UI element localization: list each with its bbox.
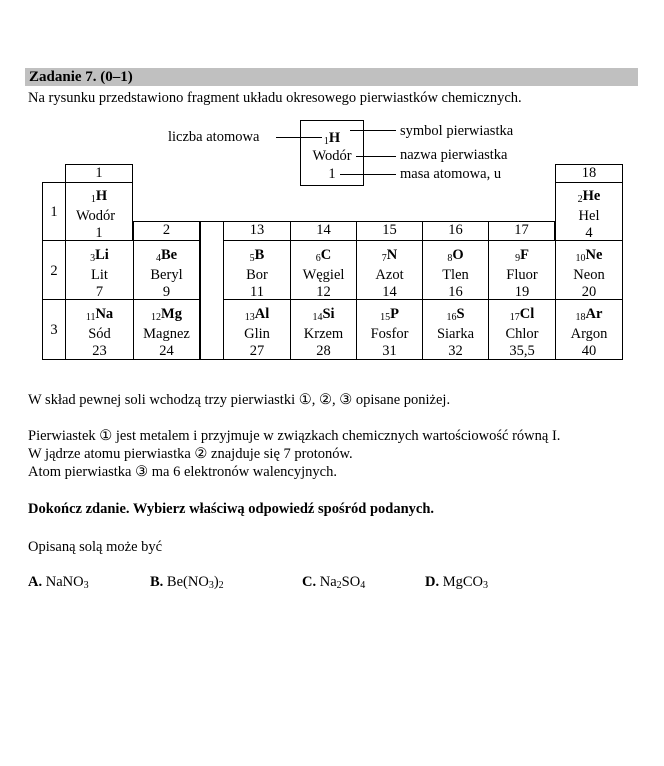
legend-mass-label: masa atomowa, u <box>400 166 502 182</box>
element-cell-aluminium: $_{13}$Al Glin 27 <box>223 299 291 360</box>
paragraph-element-3: Atom pierwiastka ③ ma 6 elektronów walencyjnych. <box>28 464 337 480</box>
element-cell-hydrogen: $_1$H Wodór 1 <box>65 182 133 241</box>
task-header <box>25 68 638 86</box>
element-cell-magnesium: $_{12}$Mg Magnez 24 <box>133 299 200 360</box>
period-label-3: 3 <box>42 299 66 360</box>
legend-mass: 1 <box>328 166 336 182</box>
group-header-2: 2 <box>133 221 200 241</box>
legend-symbol: $_1$H <box>323 130 341 147</box>
element-cell-nitrogen: $_7$N Azot 14 <box>356 240 423 300</box>
element-cell-helium: $_2$He Hel 4 <box>555 182 623 241</box>
element-cell-carbon: $_6$C Węgiel 12 <box>290 240 357 300</box>
group-header-17: 17 <box>488 221 555 241</box>
legend-name-label: nazwa pierwiastka <box>400 147 508 163</box>
group-header-1: 1 <box>65 164 133 183</box>
instruction: Dokończ zdanie. Wybierz właściwą odpowiedź spośród podanych. <box>28 501 435 517</box>
group-header-13: 13 <box>223 221 291 241</box>
element-cell-boron: $_5$B Bor 11 <box>223 240 291 300</box>
legend-symbol-label: symbol pierwiastka <box>400 123 514 139</box>
element-cell-argon: $_{18}$Ar Argon 40 <box>555 299 623 360</box>
element-cell-sulfur: $_{16}$S Siarka 32 <box>422 299 489 360</box>
answer-option-b[interactable]: B. $Be(NO_3)_2$ <box>150 574 224 591</box>
paragraph-element-2: W jądrze atomu pierwiastka ② znajduje się 7 protonów. <box>28 446 353 462</box>
element-cell-lithium: $_3$Li Lit 7 <box>65 240 134 300</box>
group-header-18: 18 <box>555 164 623 183</box>
paragraph-salt-elements: W skład pewnej soli wchodzą trzy pierwiastki ①, ②, ③ opisane poniżej. <box>28 392 451 408</box>
legend-atomic-number-label: liczba atomowa <box>168 129 260 145</box>
element-cell-neon: $_{10}$Ne Neon 20 <box>555 240 623 300</box>
legend-line <box>356 156 396 157</box>
period-label-2: 2 <box>42 240 66 300</box>
element-cell-chlorine: $_{17}$Cl Chlor 35,5 <box>488 299 556 360</box>
answer-option-a[interactable]: A. NaNO$_3$ <box>28 574 89 591</box>
answer-option-d[interactable]: D. MgCO$_3$ <box>425 574 489 591</box>
answer-option-c[interactable]: C. $Na_2SO_4$ <box>302 574 366 591</box>
legend-name: Wodór <box>312 148 352 164</box>
group-header-14: 14 <box>290 221 357 241</box>
group-header-16: 16 <box>422 221 489 241</box>
element-cell-silicon: $_{14}$Si Krzem 28 <box>290 299 357 360</box>
element-cell-phosphorus: $_{15}$P Fosfor 31 <box>356 299 423 360</box>
element-cell-fluorine: $_9$F Fluor 19 <box>488 240 556 300</box>
question-stem: Opisaną solą może być <box>28 539 163 555</box>
task-title: Zadanie 7. (0–1) <box>29 69 133 85</box>
task-intro: Na rysunku przedstawiono fragment układu okresowego pierwiastków chemicznych. <box>28 90 522 106</box>
legend-line <box>340 174 396 175</box>
element-cell-oxygen: $_8$O Tlen 16 <box>422 240 489 300</box>
element-cell-beryllium: $_4$Be Beryl 9 <box>133 240 200 300</box>
legend-line <box>350 130 396 131</box>
period-label-1: 1 <box>42 182 66 241</box>
paragraph-element-1: Pierwiastek ① jest metalem i przyjmuje w związkach chemicznych wartościowość równą I. <box>28 428 561 444</box>
table-gap-column <box>200 221 224 360</box>
element-cell-sodium: $_{11}$Na Sód 23 <box>65 299 134 360</box>
group-header-15: 15 <box>356 221 423 241</box>
